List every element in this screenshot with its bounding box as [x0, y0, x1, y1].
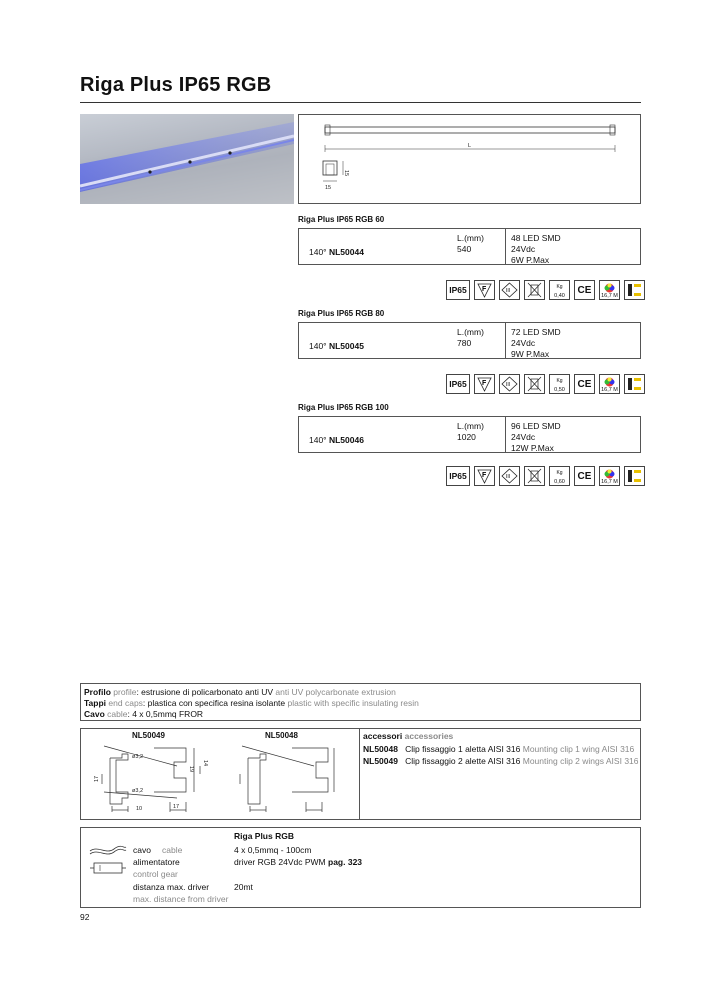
- clip-code-a: NL50049: [132, 731, 165, 740]
- distance-row-en: max. distance from driver: [133, 894, 229, 904]
- cable-driver-icon: [88, 843, 128, 879]
- beam-angle: 140° NL50044: [309, 247, 364, 257]
- weee-bin-icon: [524, 374, 545, 394]
- ce-mark-icon: CE: [574, 374, 595, 394]
- width-dim-label: 15: [325, 185, 332, 191]
- dim-h19: 19: [188, 766, 194, 773]
- class-iii-icon: [499, 374, 520, 394]
- led-cell: 96 LED SMD 24Vdc 12W P.Max: [511, 421, 561, 453]
- product-photo-art: [80, 114, 294, 204]
- driver-row-it: alimentatore: [133, 857, 180, 867]
- endcaps-line: Tappi end caps: plastica con specifica resina isolante plastic with specific insulating resin: [84, 698, 419, 708]
- svg-text:III: III: [506, 474, 511, 480]
- ip65-icon: IP65: [446, 280, 470, 300]
- accessory-row: NL50048 Clip fissaggio 1 aletta AISI 316 Mounting clip 1 wing AISI 316: [363, 744, 635, 754]
- product-code: NL50044: [328, 247, 364, 257]
- profile-line: Profilo profile: estrusione di policarbonato anti UV anti UV polycarbonate extrusion: [84, 687, 396, 697]
- accessory-row: NL50049 Clip fissaggio 2 alette AISI 316 Mounting clip 2 wings AISI 316: [363, 756, 639, 766]
- class-iii-icon: [499, 280, 520, 300]
- title-rule: [80, 102, 641, 103]
- product-code: NL50046: [328, 435, 364, 445]
- product-title-80: Riga Plus IP65 RGB 80: [298, 309, 385, 318]
- cable-line: Cavo cable: 4 x 0,5mmq FROR: [84, 709, 204, 719]
- ip65-icon: IP65: [446, 466, 470, 486]
- class-iii-icon: [499, 466, 520, 486]
- dim-w17: 17: [173, 804, 180, 810]
- height-dim-label: 15: [343, 170, 349, 177]
- svg-text:F: F: [482, 286, 487, 293]
- dim-w10: 10: [136, 806, 143, 812]
- ip65-icon: IP65: [446, 374, 470, 394]
- driver-row-val: driver RGB 24Vdc PWM pag. 323: [234, 857, 363, 867]
- beam-angle: 140° NL50045: [309, 341, 364, 351]
- weee-bin-icon: [524, 280, 545, 300]
- f-mark-icon: [474, 280, 495, 300]
- length-dim-label: L: [468, 143, 472, 149]
- cable-row-it: cavo: [133, 845, 151, 855]
- svg-text:F: F: [482, 472, 487, 479]
- spec-row-80: [298, 322, 641, 359]
- f-mark-icon: [474, 466, 495, 486]
- materials-box: [80, 683, 641, 721]
- spec-row-60: [298, 228, 641, 265]
- spec-row-100: [298, 416, 641, 453]
- weight-icon: Kg 0,60: [549, 466, 570, 486]
- cert-icons-60: [446, 280, 645, 300]
- driver-row-en: control gear: [133, 869, 178, 879]
- clip-drawings: [82, 740, 358, 818]
- weight-icon: Kg 0,40: [549, 280, 570, 300]
- dim-hole-a2: ø3,2: [132, 788, 144, 794]
- cable-title: Riga Plus RGB: [234, 831, 294, 841]
- product-title-60: Riga Plus IP65 RGB 60: [298, 215, 385, 224]
- led-strip-icon: [624, 374, 645, 394]
- product-code: NL50045: [328, 341, 364, 351]
- page-title: Riga Plus IP65 RGB: [80, 74, 272, 96]
- length-cell: L.(mm) 540: [457, 233, 484, 254]
- length-cell: L.(mm) 1020: [457, 421, 484, 442]
- product-photo: [80, 114, 294, 204]
- technical-drawing: [298, 114, 641, 204]
- product-title-100: Riga Plus IP65 RGB 100: [298, 403, 389, 412]
- dim-h17: 17: [94, 775, 100, 782]
- cert-icons-80: [446, 374, 645, 394]
- f-mark-icon: [474, 374, 495, 394]
- technical-drawing-art: [299, 115, 642, 205]
- svg-text:III: III: [506, 382, 511, 388]
- distance-row-val: 20mt: [234, 882, 253, 892]
- rgb-color-icon: 16,7 M: [599, 280, 620, 300]
- led-strip-icon: [624, 466, 645, 486]
- dim-hole-a1: ø3,2: [132, 754, 144, 760]
- svg-text:F: F: [482, 380, 487, 387]
- rgb-color-icon: 16,7 M: [599, 466, 620, 486]
- led-cell: 72 LED SMD 24Vdc 9W P.Max: [511, 327, 561, 359]
- ce-mark-icon: CE: [574, 466, 595, 486]
- svg-text:III: III: [506, 288, 511, 294]
- length-cell: L.(mm) 780: [457, 327, 484, 348]
- led-strip-icon: [624, 280, 645, 300]
- ce-mark-icon: CE: [574, 280, 595, 300]
- dim-h14: 14: [202, 760, 208, 767]
- distance-row-it: distanza max. driver: [133, 882, 210, 892]
- clip-code-b: NL50048: [265, 731, 298, 740]
- beam-angle: 140° NL50046: [309, 435, 364, 445]
- weight-icon: Kg 0,50: [549, 374, 570, 394]
- rgb-color-icon: 16,7 M: [599, 374, 620, 394]
- cable-row-val: 4 x 0,5mmq - 100cm: [234, 845, 312, 855]
- cable-row-en: cable: [162, 845, 183, 855]
- led-cell: 48 LED SMD 24Vdc 6W P.Max: [511, 233, 561, 265]
- cert-icons-100: [446, 466, 645, 486]
- weee-bin-icon: [524, 466, 545, 486]
- page-number: 92: [80, 912, 90, 922]
- accessories-heading: accessori accessories: [363, 731, 454, 741]
